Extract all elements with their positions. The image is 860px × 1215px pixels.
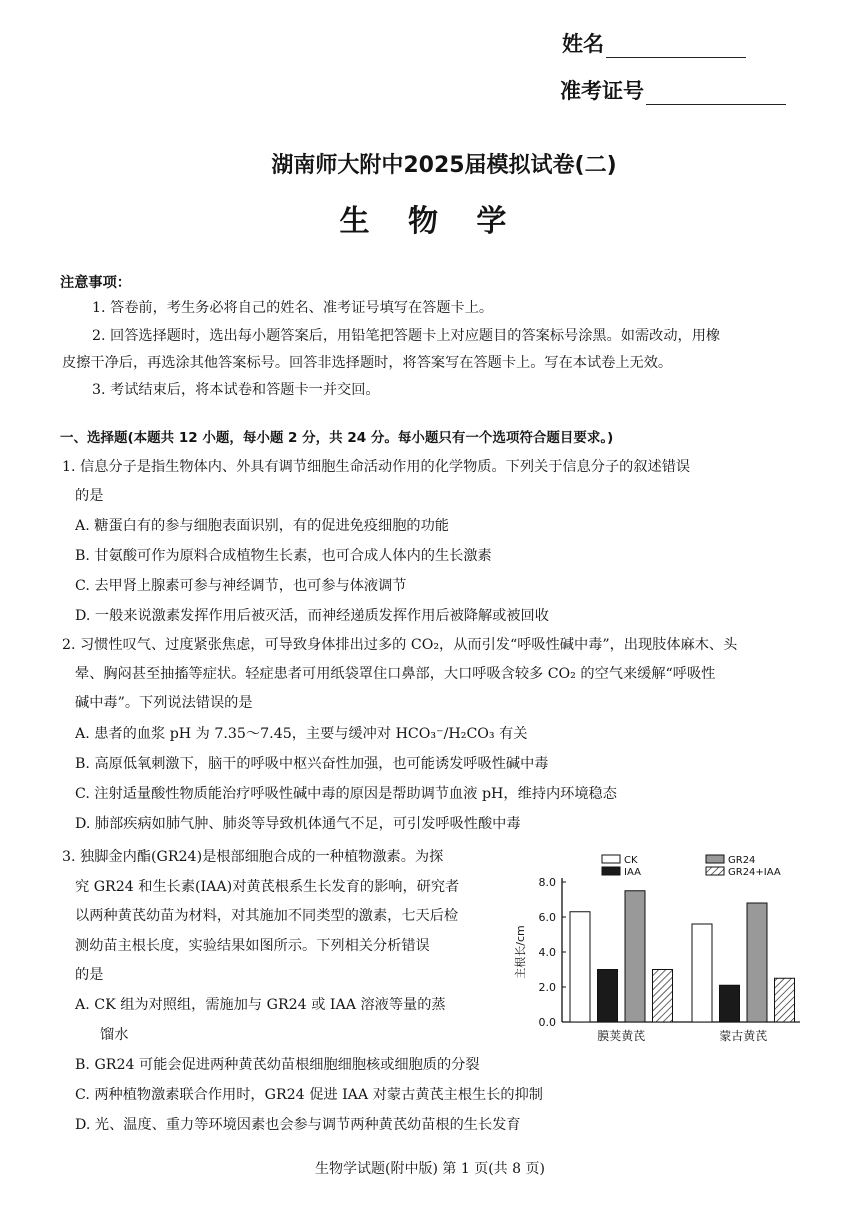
q1-stem-line2: 的是 xyxy=(75,488,104,504)
bar-gr24-2 xyxy=(747,903,767,1022)
bar-iaa-1 xyxy=(598,970,618,1023)
y-tick-label: 6.0 xyxy=(538,911,556,924)
root-length-chart xyxy=(500,845,830,1055)
name-underline xyxy=(606,35,746,58)
q1-option-c: C. 去甲肾上腺素可参与神经调节，也可参与体液调节 xyxy=(75,578,407,594)
y-axis-label: 主根长/cm xyxy=(514,925,527,979)
category-label: 蒙古黄芪 xyxy=(719,1029,768,1043)
q3-option-c: C. 两种植物激素联合作用时，GR24 促进 IAA 对蒙古黄芪主根生长的抑制 xyxy=(75,1087,543,1103)
notice-item-2-cont: 皮擦干净后，再选涂其他答案标号。回答非选择题时，将答案写在答题卡上。写在本试卷上无效。 xyxy=(62,355,673,371)
notice-item-3: 3. 考试结束后，将本试卷和答题卡一并交回。 xyxy=(92,382,380,398)
q2-stem-line2: 晕、胸闷甚至抽搐等症状。轻症患者可用纸袋罩住口鼻部，大口呼吸含较多 CO₂ 的空气来缓解“呼吸性 xyxy=(75,666,716,682)
legend-swatch-gr24-iaa xyxy=(706,867,724,875)
q2-stem-line1: 2. 习惯性叹气、过度紧张焦虑，可导致身体排出过多的 CO₂，从而引发“呼吸性碱中毒”，出现肢体麻木、头 xyxy=(62,637,738,653)
notice-item-2: 2. 回答选择题时，选出每小题答案后，用铅笔把答题卡上对应题目的答案标号涂黑。如需改动，用橡 xyxy=(92,328,721,344)
bar-ck-2 xyxy=(692,924,712,1022)
y-tick-label: 0.0 xyxy=(538,1016,556,1029)
q1-option-b: B. 甘氨酸可作为原料合成植物生长素，也可合成人体内的生长激素 xyxy=(75,548,492,564)
q3-stem-line2: 究 GR24 和生长素(IAA)对黄芪根系生长发育的影响，研究者 xyxy=(75,879,460,895)
category-label: 膜荚黄芪 xyxy=(597,1029,646,1043)
bar-ck-1 xyxy=(570,912,590,1022)
legend-swatch-iaa xyxy=(602,867,620,875)
legend-swatch-gr24 xyxy=(706,855,724,863)
exam-id-label: 准考证号 xyxy=(560,79,644,103)
q3-option-a: A. CK 组为对照组，需施加与 GR24 或 IAA 溶液等量的蒸 xyxy=(75,997,446,1013)
paper-subject: 生 物 学 xyxy=(339,204,521,239)
legend-label: IAA xyxy=(624,867,641,878)
q2-option-c: C. 注射适量酸性物质能治疗呼吸性碱中毒的原因是帮助调节血液 pH，维持内环境稳态 xyxy=(75,786,617,802)
name-label: 姓名 xyxy=(562,32,604,56)
q3-stem-line5: 的是 xyxy=(75,967,104,983)
q2-option-b: B. 高原低氧刺激下，脑干的呼吸中枢兴奋性加强，也可能诱发呼吸性碱中毒 xyxy=(75,756,549,772)
q3-stem-line4: 测幼苗主根长度，实验结果如图所示。下列相关分析错误 xyxy=(75,938,430,954)
legend-label: GR24+IAA xyxy=(728,867,781,878)
bar-gr24-iaa-1 xyxy=(653,970,673,1023)
legend-label: GR24 xyxy=(728,855,756,866)
page-footer: 生物学试题(附中版) 第 1 页(共 8 页) xyxy=(315,1161,545,1177)
paper-title: 湖南师大附中2025届模拟试卷(二) xyxy=(271,153,617,178)
q3-option-b: B. GR24 可能会促进两种黄芪幼苗根细胞细胞核或细胞质的分裂 xyxy=(75,1057,480,1073)
q3-option-d: D. 光、温度、重力等环境因素也会参与调节两种黄芪幼苗根的生长发育 xyxy=(75,1117,521,1133)
legend-swatch-ck xyxy=(602,855,620,863)
q3-stem-line3: 以两种黄芪幼苗为材料，对其施加不同类型的激素，七天后检 xyxy=(75,908,459,924)
q2-option-a: A. 患者的血浆 pH 为 7.35～7.45，主要与缓冲对 HCO₃⁻/H₂CO₃ 有关 xyxy=(75,726,528,742)
name-field xyxy=(562,28,746,58)
q3-stem-line1: 3. 独脚金内酯(GR24)是根部细胞合成的一种植物激素。为探 xyxy=(62,849,444,865)
exam-id-field xyxy=(560,75,786,105)
q2-stem-line3: 碱中毒”。下列说法错误的是 xyxy=(75,695,253,711)
q3-option-a-cont: 馏水 xyxy=(100,1027,129,1043)
legend-label: CK xyxy=(624,855,638,866)
bar-iaa-2 xyxy=(720,985,740,1022)
exam-id-underline xyxy=(646,82,786,105)
q1-option-a: A. 糖蛋白有的参与细胞表面识别，有的促进免疫细胞的功能 xyxy=(75,518,449,534)
y-tick-label: 2.0 xyxy=(538,981,556,994)
q2-option-d: D. 肺部疾病如肺气肿、肺炎等导致机体通气不足，可引发呼吸性酸中毒 xyxy=(75,816,521,832)
bar-gr24-iaa-2 xyxy=(775,978,795,1022)
q1-stem-line1: 1. 信息分子是指生物体内、外具有调节细胞生命活动作用的化学物质。下列关于信息分子的叙述错误 xyxy=(62,459,691,475)
notice-item-1: 1. 答卷前，考生务必将自己的姓名、准考证号填写在答题卡上。 xyxy=(92,300,494,316)
q1-option-d: D. 一般来说激素发挥作用后被灭活，而神经递质发挥作用后被降解或被回收 xyxy=(75,608,549,624)
bar-gr24-1 xyxy=(625,891,645,1022)
notice-heading: 注意事项： xyxy=(60,275,131,291)
section-heading: 一、选择题(本题共 12 小题，每小题 2 分，共 24 分。每小题只有一个选项符合题目要求。) xyxy=(60,430,614,446)
y-tick-label: 4.0 xyxy=(538,946,556,959)
y-tick-label: 8.0 xyxy=(538,876,556,889)
